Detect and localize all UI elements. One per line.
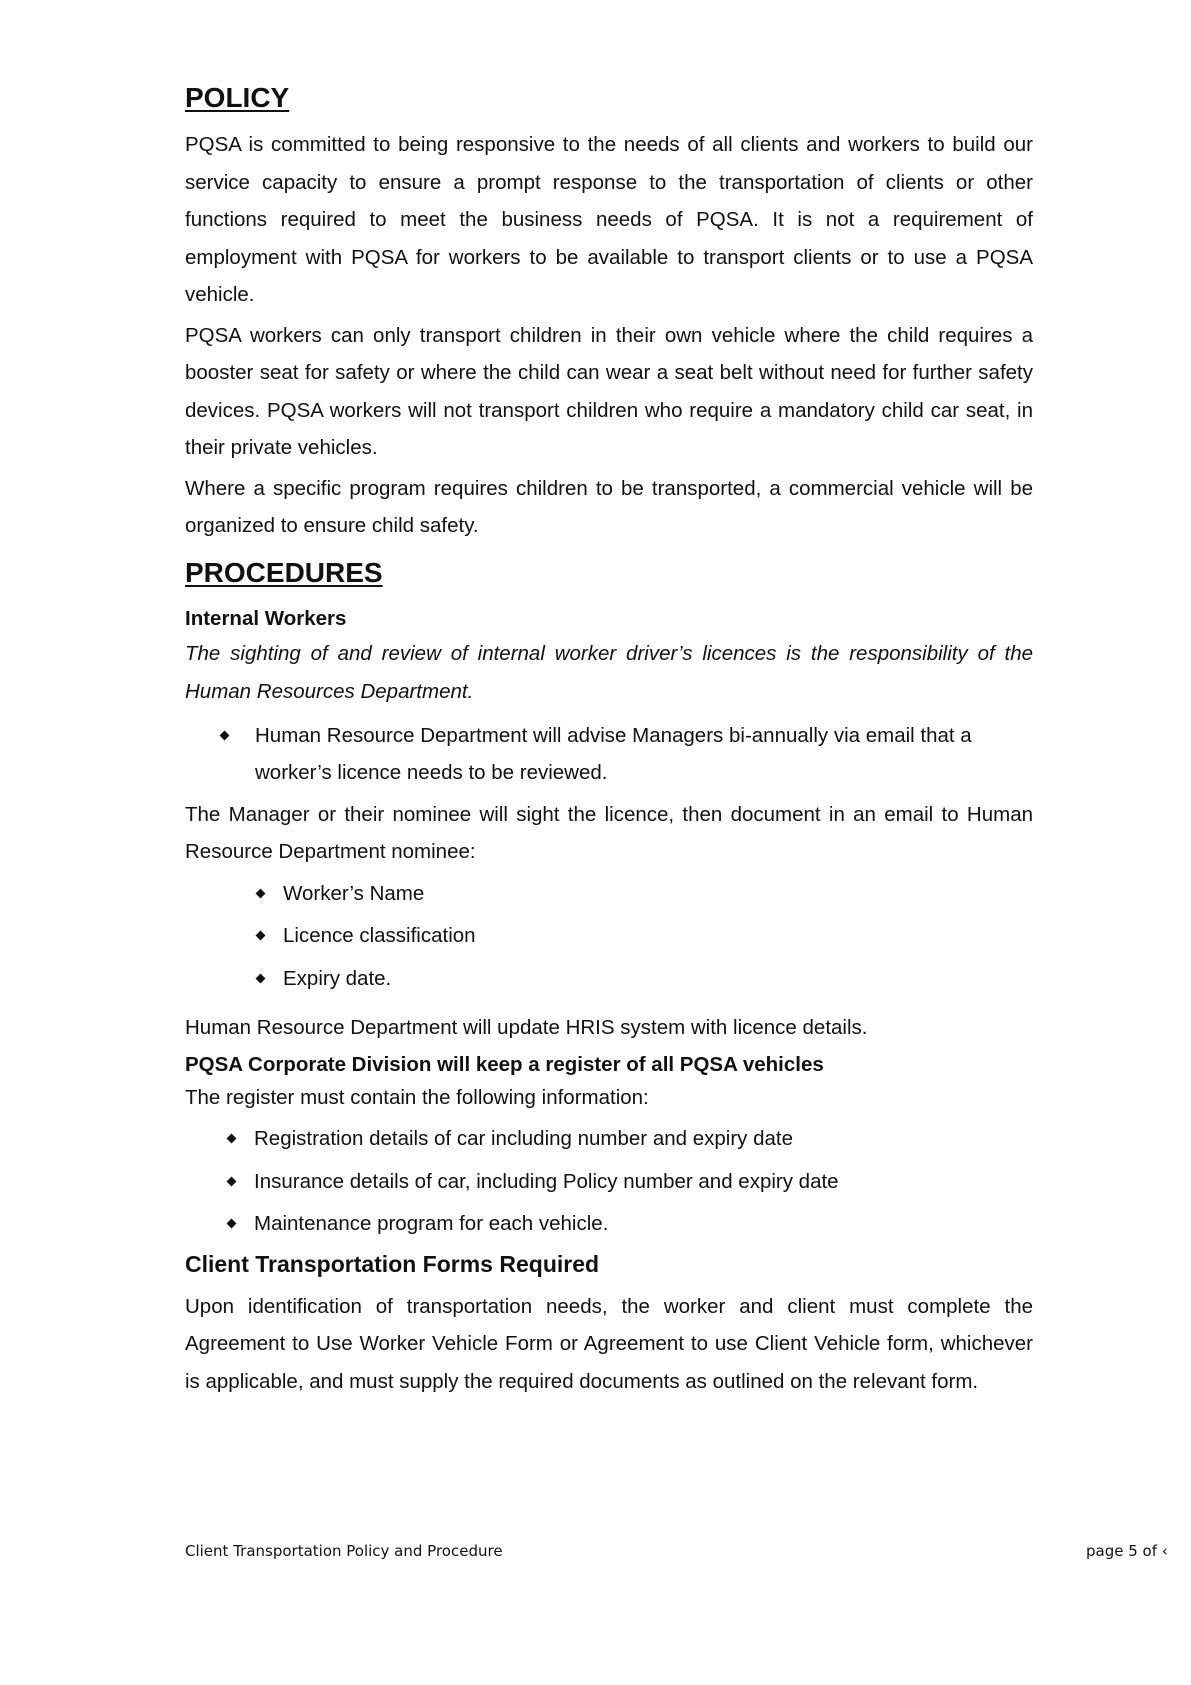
footer-page-number: page 5 of ‹ [1086,1542,1168,1560]
policy-paragraph-1: PQSA is committed to being responsive to the needs of all clients and workers to build our service capacity to ensure a prompt response to the transportation of clients or other functions required to meet the business needs of PQSA. It is not a requirement of employment with PQSA for workers to be available to transport clients or to use a PQSA vehicle. [185,133,1033,306]
policy-paragraph-3: Where a specific program requires children to be transported, a commercial vehicle will be organized to ensure child safety. [185,476,1033,537]
procedures-heading: PROCEDURES [185,556,383,588]
diamond-bullet-icon [256,973,266,983]
register-items-list [228,1120,1033,1243]
policy-paragraph-2: PQSA workers can only transport children in their own vehicle where the child requires a booster seat for safety or where the child can wear a seat belt without need for further safety devices. PQSA workers will not transport children who require a mandatory child car seat, in their private vehicles. [185,323,1033,459]
licence-detail-text: Licence classification [283,924,476,947]
internal-workers-heading: Internal Workers [185,606,347,630]
forms-text: Upon identification of transportation needs, the worker and client must complete the Agreement to Use Worker Vehicle Form or Agreement to use Client Vehicle form, whichever is applicable, and must supply the required documents as outlined on the relevant form. [185,1294,1033,1393]
diamond-bullet-icon [227,1134,237,1144]
hr-advice-text: Human Resource Department will advise Managers bi-annually via email that a worker’s licence needs to be reviewed. [255,723,972,784]
diamond-bullet-icon [256,888,266,898]
diamond-bullet-icon [227,1176,237,1186]
diamond-bullet-icon [227,1219,237,1229]
register-intro: The register must contain the following information: [185,1085,649,1109]
page-content [185,82,1033,1400]
hris-text: Human Resource Department will update HRIS system with licence details. [185,1016,868,1039]
licence-detail-text: Expiry date. [283,966,392,990]
register-heading: PQSA Corporate Division will keep a register of all PQSA vehicles [185,1052,824,1076]
list-item [257,917,1033,955]
footer-document-title: Client Transportation Policy and Procedure [185,1542,503,1560]
register-item-text: Registration details of car including number and expiry date [254,1127,793,1150]
list-item [228,1120,1033,1158]
manager-text: The Manager or their nominee will sight the licence, then document in an email to Human Resource Department nominee: [185,802,1033,863]
register-item-text: Maintenance program for each vehicle. [254,1212,609,1235]
policy-heading: POLICY [185,82,290,113]
licence-detail-text: Worker’s Name [283,881,425,905]
list-item [228,1163,1033,1201]
list-item [257,875,1033,913]
list-item [228,1205,1033,1243]
internal-workers-intro: The sighting of and review of internal worker driver’s licences is the responsibility of the Human Resources Department. [185,641,1033,703]
hr-advice-list [221,717,1033,792]
forms-heading: Client Transportation Forms Required [185,1250,600,1277]
licence-details-list [257,875,1033,998]
list-item [221,717,1033,792]
register-item-text: Insurance details of car, including Policy number and expiry date [254,1169,839,1193]
diamond-bullet-icon [220,730,230,740]
diamond-bullet-icon [256,931,266,941]
list-item [257,960,1033,998]
